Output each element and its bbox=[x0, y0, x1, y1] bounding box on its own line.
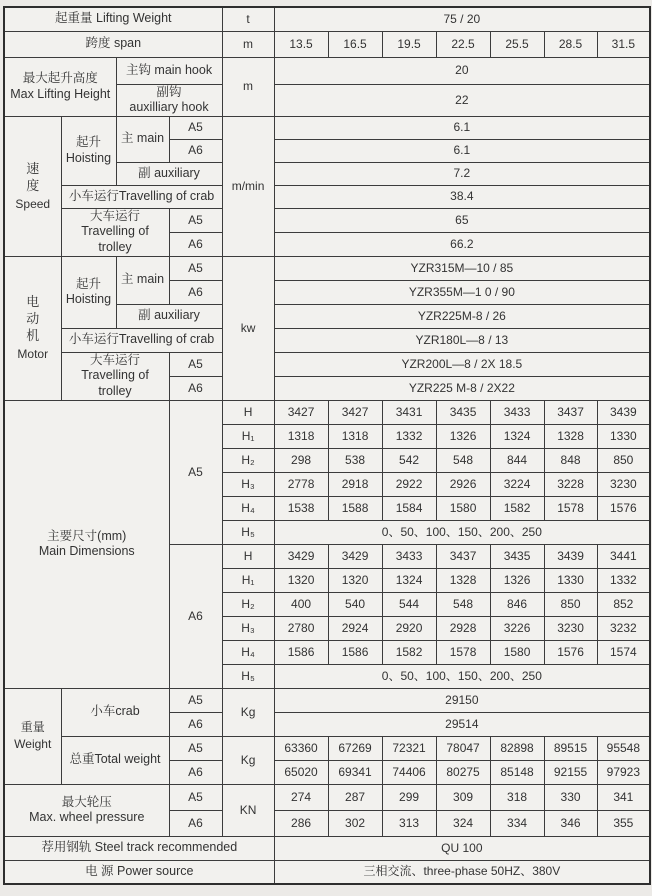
wheel-pressure-value-cell: 341 bbox=[597, 784, 650, 810]
weight-total-value-cell: 82898 bbox=[490, 736, 544, 760]
dim-value-cell: 1586 bbox=[274, 640, 328, 664]
dim-value-cell: 542 bbox=[382, 448, 436, 472]
dim-row-label: H₂ bbox=[222, 592, 274, 616]
weight-total-value-cell: 80275 bbox=[436, 760, 490, 784]
dim-value-cell: 1578 bbox=[544, 496, 597, 520]
dimensions-label-cn: 主要尺寸(mm) bbox=[47, 528, 127, 543]
dim-value-cell: 850 bbox=[544, 592, 597, 616]
wheel-pressure-label-cn: 最大轮压 bbox=[61, 794, 112, 809]
grade-cell-a6: A6 bbox=[169, 232, 222, 256]
span-label: 跨度 span bbox=[4, 31, 222, 57]
dim-value-cell: 3226 bbox=[490, 616, 544, 640]
motor-trolley-label-cn: 大车运行 bbox=[89, 352, 140, 367]
speed-label-en: Speed bbox=[15, 196, 51, 211]
lifting-weight-unit: t bbox=[222, 7, 274, 31]
weight-total-unit: Kg bbox=[222, 736, 274, 784]
dim-value-cell: 1582 bbox=[490, 496, 544, 520]
power-source-label: 电 源 Power source bbox=[4, 860, 274, 884]
dim-value-cell: 1582 bbox=[382, 640, 436, 664]
dim-value-cell: 1584 bbox=[382, 496, 436, 520]
dim-value-cell: 3439 bbox=[597, 400, 650, 424]
motor-aux-value: YZR225M-8 / 26 bbox=[274, 304, 650, 328]
table-row bbox=[4, 57, 650, 84]
dim-merged-value: 0、50、100、150、200、250 bbox=[274, 520, 650, 544]
motor-label-en: Motor bbox=[17, 346, 49, 361]
dim-value-cell: 1576 bbox=[597, 496, 650, 520]
wheel-pressure-label bbox=[4, 784, 169, 836]
dim-row-label: H₁ bbox=[222, 424, 274, 448]
motor-unit: kw bbox=[222, 256, 274, 400]
motor-crab-value: YZR180L—8 / 13 bbox=[274, 328, 650, 352]
grade-cell-a6: A6 bbox=[169, 760, 222, 784]
max-lifting-height-label-cn: 最大起升高度 bbox=[22, 71, 98, 85]
speed-main-a5-value: 6.1 bbox=[274, 116, 650, 139]
dim-value-cell: 3230 bbox=[597, 472, 650, 496]
span-value-cell: 19.5 bbox=[382, 31, 436, 57]
dim-row-label: H₂ bbox=[222, 448, 274, 472]
dim-value-cell: 1324 bbox=[490, 424, 544, 448]
weight-total-value-cell: 65020 bbox=[274, 760, 328, 784]
speed-aux-value: 7.2 bbox=[274, 162, 650, 185]
steel-track-label: 荐用钢轨 Steel track recommended bbox=[4, 836, 274, 860]
dim-value-cell: 3427 bbox=[274, 400, 328, 424]
span-value-cell: 25.5 bbox=[490, 31, 544, 57]
dim-value-cell: 1330 bbox=[544, 568, 597, 592]
wheel-pressure-value-cell: 287 bbox=[328, 784, 382, 810]
dim-value-cell: 1324 bbox=[382, 568, 436, 592]
table-row bbox=[4, 860, 650, 884]
grade-cell-a5: A5 bbox=[169, 688, 222, 712]
dim-value-cell: 548 bbox=[436, 448, 490, 472]
dim-value-cell: 1574 bbox=[597, 640, 650, 664]
dim-value-cell: 2918 bbox=[328, 472, 382, 496]
weight-total-value-cell: 89515 bbox=[544, 736, 597, 760]
weight-crab-a6-value: 29514 bbox=[274, 712, 650, 736]
dim-value-cell: 1328 bbox=[436, 568, 490, 592]
dim-row-label: H₅ bbox=[222, 664, 274, 688]
table-row bbox=[4, 7, 650, 31]
motor-aux-label: 副 auxiliary bbox=[116, 304, 222, 328]
dim-value-cell: 2922 bbox=[382, 472, 436, 496]
dim-row-label: H₃ bbox=[222, 616, 274, 640]
dim-value-cell: 400 bbox=[274, 592, 328, 616]
speed-main-label: 主 main bbox=[116, 116, 169, 162]
dim-value-cell: 1332 bbox=[597, 568, 650, 592]
weight-total-value-cell: 67269 bbox=[328, 736, 382, 760]
dimensions-label-en: Main Dimensions bbox=[38, 544, 135, 559]
span-value-cell: 16.5 bbox=[328, 31, 382, 57]
span-value-cell: 31.5 bbox=[597, 31, 650, 57]
dimensions-a6-group: A6 bbox=[169, 544, 222, 688]
table-row bbox=[4, 400, 650, 424]
weight-label-en: Weight bbox=[14, 737, 52, 752]
dim-value-cell: 852 bbox=[597, 592, 650, 616]
dim-value-cell: 2924 bbox=[328, 616, 382, 640]
wheel-pressure-value-cell: 346 bbox=[544, 810, 597, 836]
motor-hoisting-label-en: Hoisting bbox=[65, 292, 112, 307]
dim-value-cell: 1580 bbox=[436, 496, 490, 520]
dim-value-cell: 544 bbox=[382, 592, 436, 616]
dim-value-cell: 1580 bbox=[490, 640, 544, 664]
dim-value-cell: 3435 bbox=[436, 400, 490, 424]
wheel-pressure-value-cell: 324 bbox=[436, 810, 490, 836]
span-value-cell: 28.5 bbox=[544, 31, 597, 57]
speed-crab-value: 38.4 bbox=[274, 185, 650, 208]
weight-total-value-cell: 85148 bbox=[490, 760, 544, 784]
lifting-weight-value: 75 / 20 bbox=[274, 7, 650, 31]
dim-value-cell: 1318 bbox=[274, 424, 328, 448]
speed-main-a6-value: 6.1 bbox=[274, 139, 650, 162]
dim-value-cell: 3224 bbox=[490, 472, 544, 496]
speed-hoisting-label-cn: 起升 bbox=[75, 135, 101, 150]
speed-unit: m/min bbox=[222, 116, 274, 256]
table-row bbox=[4, 836, 650, 860]
main-hook-label: 主钩 main hook bbox=[116, 57, 222, 84]
aux-hook-label-cn: 副钩 bbox=[156, 84, 182, 99]
dim-value-cell: 3232 bbox=[597, 616, 650, 640]
motor-main-a5-value: YZR315M—10 / 85 bbox=[274, 256, 650, 280]
dim-value-cell: 538 bbox=[328, 448, 382, 472]
dim-value-cell: 1326 bbox=[436, 424, 490, 448]
dim-value-cell: 548 bbox=[436, 592, 490, 616]
table-row bbox=[4, 352, 650, 376]
table-row bbox=[4, 688, 650, 712]
crane-spec-table bbox=[3, 6, 651, 885]
weight-total-label: 总重Total weight bbox=[61, 736, 169, 784]
grade-cell-a6: A6 bbox=[169, 280, 222, 304]
dim-value-cell: 3435 bbox=[490, 544, 544, 568]
dim-value-cell: 3433 bbox=[490, 400, 544, 424]
table-row bbox=[4, 208, 650, 232]
dim-value-cell: 850 bbox=[597, 448, 650, 472]
grade-cell-a6: A6 bbox=[169, 712, 222, 736]
motor-main-a6-value: YZR355M—1 0 / 90 bbox=[274, 280, 650, 304]
grade-cell-a5: A5 bbox=[169, 256, 222, 280]
dim-value-cell: 1330 bbox=[597, 424, 650, 448]
dim-value-cell: 3439 bbox=[544, 544, 597, 568]
table-row bbox=[4, 116, 650, 139]
speed-trolley-label-cn: 大车运行 bbox=[89, 208, 140, 223]
dim-value-cell: 1318 bbox=[328, 424, 382, 448]
dim-value-cell: 1326 bbox=[490, 568, 544, 592]
wheel-pressure-value-cell: 286 bbox=[274, 810, 328, 836]
dim-value-cell: 2780 bbox=[274, 616, 328, 640]
dim-value-cell: 1332 bbox=[382, 424, 436, 448]
motor-label-cn: 电动机 bbox=[26, 294, 40, 344]
dim-value-cell: 1576 bbox=[544, 640, 597, 664]
dim-row-label: H₅ bbox=[222, 520, 274, 544]
dimensions-a5-group: A5 bbox=[169, 400, 222, 544]
motor-hoisting-label-cn: 起升 bbox=[75, 276, 101, 291]
max-lifting-height-label bbox=[4, 57, 116, 116]
weight-total-value-cell: 63360 bbox=[274, 736, 328, 760]
dim-value-cell: 1320 bbox=[274, 568, 328, 592]
aux-hook-value: 22 bbox=[274, 84, 650, 116]
table-row bbox=[4, 784, 650, 810]
dim-row-label: H bbox=[222, 544, 274, 568]
table-row bbox=[4, 256, 650, 280]
dim-value-cell: 3437 bbox=[544, 400, 597, 424]
wheel-pressure-value-cell: 299 bbox=[382, 784, 436, 810]
weight-crab-a5-value: 29150 bbox=[274, 688, 650, 712]
steel-track-value: QU 100 bbox=[274, 836, 650, 860]
weight-total-value-cell: 69341 bbox=[328, 760, 382, 784]
wheel-pressure-value-cell: 318 bbox=[490, 784, 544, 810]
table-row bbox=[4, 185, 650, 208]
motor-section-label bbox=[4, 256, 61, 400]
main-hook-value: 20 bbox=[274, 57, 650, 84]
span-value-cell: 13.5 bbox=[274, 31, 328, 57]
weight-total-value-cell: 97923 bbox=[597, 760, 650, 784]
motor-crab-label: 小车运行Travelling of crab bbox=[61, 328, 222, 352]
wheel-pressure-unit: KN bbox=[222, 784, 274, 836]
grade-cell-a5: A5 bbox=[169, 116, 222, 139]
aux-hook-label-en: auxilliary hook bbox=[129, 100, 209, 115]
weight-total-value-cell: 95548 bbox=[597, 736, 650, 760]
grade-cell-a6: A6 bbox=[169, 376, 222, 400]
wheel-pressure-value-cell: 334 bbox=[490, 810, 544, 836]
wheel-pressure-value-cell: 330 bbox=[544, 784, 597, 810]
span-value-cell: 22.5 bbox=[436, 31, 490, 57]
grade-cell-a6: A6 bbox=[169, 810, 222, 836]
max-lifting-height-unit: m bbox=[222, 57, 274, 116]
dim-value-cell: 1588 bbox=[328, 496, 382, 520]
dim-value-cell: 1320 bbox=[328, 568, 382, 592]
dim-value-cell: 848 bbox=[544, 448, 597, 472]
grade-cell-a5: A5 bbox=[169, 352, 222, 376]
dim-value-cell: 1538 bbox=[274, 496, 328, 520]
weight-crab-label: 小车crab bbox=[61, 688, 169, 736]
grade-cell-a5: A5 bbox=[169, 784, 222, 810]
speed-trolley-label bbox=[61, 208, 169, 256]
grade-cell-a6: A6 bbox=[169, 139, 222, 162]
speed-crab-label: 小车运行Travelling of crab bbox=[61, 185, 222, 208]
wheel-pressure-value-cell: 274 bbox=[274, 784, 328, 810]
speed-section-label bbox=[4, 116, 61, 256]
speed-hoisting-label-en: Hoisting bbox=[65, 150, 112, 165]
speed-label-cn: 速度 bbox=[26, 160, 40, 193]
dim-row-label: H₄ bbox=[222, 496, 274, 520]
dim-value-cell: 540 bbox=[328, 592, 382, 616]
motor-main-label: 主 main bbox=[116, 256, 169, 304]
wheel-pressure-value-cell: 309 bbox=[436, 784, 490, 810]
dim-value-cell: 3431 bbox=[382, 400, 436, 424]
table-row bbox=[4, 328, 650, 352]
dim-value-cell: 2778 bbox=[274, 472, 328, 496]
weight-label-cn: 重量 bbox=[20, 720, 45, 735]
speed-trolley-a5-value: 65 bbox=[274, 208, 650, 232]
wheel-pressure-label-en: Max. wheel pressure bbox=[29, 810, 145, 825]
dim-value-cell: 3437 bbox=[436, 544, 490, 568]
dim-value-cell: 3441 bbox=[597, 544, 650, 568]
span-unit: m bbox=[222, 31, 274, 57]
speed-trolley-label-en: Travelling of trolley bbox=[81, 224, 149, 254]
dim-value-cell: 1328 bbox=[544, 424, 597, 448]
aux-hook-label bbox=[116, 84, 222, 116]
dim-value-cell: 3230 bbox=[544, 616, 597, 640]
motor-trolley-a6-value: YZR225 M-8 / 2X22 bbox=[274, 376, 650, 400]
dim-value-cell: 3427 bbox=[328, 400, 382, 424]
dim-value-cell: 846 bbox=[490, 592, 544, 616]
motor-hoisting-label bbox=[61, 256, 116, 328]
dim-row-label: H bbox=[222, 400, 274, 424]
dim-value-cell: 3433 bbox=[382, 544, 436, 568]
weight-total-value-cell: 92155 bbox=[544, 760, 597, 784]
dim-value-cell: 3228 bbox=[544, 472, 597, 496]
dim-value-cell: 1578 bbox=[436, 640, 490, 664]
dim-row-label: H₃ bbox=[222, 472, 274, 496]
speed-hoisting-label bbox=[61, 116, 116, 185]
weight-total-value-cell: 78047 bbox=[436, 736, 490, 760]
wheel-pressure-value-cell: 302 bbox=[328, 810, 382, 836]
speed-aux-label: 副 auxiliary bbox=[116, 162, 222, 185]
dim-value-cell: 3429 bbox=[328, 544, 382, 568]
grade-cell-a5: A5 bbox=[169, 736, 222, 760]
grade-cell-a5: A5 bbox=[169, 208, 222, 232]
speed-trolley-a6-value: 66.2 bbox=[274, 232, 650, 256]
wheel-pressure-value-cell: 355 bbox=[597, 810, 650, 836]
dim-row-label: H₁ bbox=[222, 568, 274, 592]
dim-value-cell: 844 bbox=[490, 448, 544, 472]
table-row bbox=[4, 31, 650, 57]
weight-crab-unit: Kg bbox=[222, 688, 274, 736]
dim-value-cell: 1586 bbox=[328, 640, 382, 664]
dim-value-cell: 2928 bbox=[436, 616, 490, 640]
lifting-weight-label: 起重量 Lifting Weight bbox=[4, 7, 222, 31]
weight-total-value-cell: 74406 bbox=[382, 760, 436, 784]
wheel-pressure-value-cell: 313 bbox=[382, 810, 436, 836]
dim-value-cell: 2920 bbox=[382, 616, 436, 640]
dim-value-cell: 3429 bbox=[274, 544, 328, 568]
dim-value-cell: 298 bbox=[274, 448, 328, 472]
table-row bbox=[4, 736, 650, 760]
motor-trolley-label-en: Travelling of trolley bbox=[81, 368, 149, 398]
max-lifting-height-label-en: Max Lifting Height bbox=[10, 86, 111, 101]
motor-trolley-a5-value: YZR200L—8 / 2X 18.5 bbox=[274, 352, 650, 376]
dimensions-section-label bbox=[4, 400, 169, 688]
weight-total-value-cell: 72321 bbox=[382, 736, 436, 760]
dim-merged-value: 0、50、100、150、200、250 bbox=[274, 664, 650, 688]
motor-trolley-label bbox=[61, 352, 169, 400]
dim-value-cell: 2926 bbox=[436, 472, 490, 496]
weight-section-label bbox=[4, 688, 61, 784]
dim-row-label: H₄ bbox=[222, 640, 274, 664]
power-source-value: 三相交流、three-phase 50HZ、380V bbox=[274, 860, 650, 884]
